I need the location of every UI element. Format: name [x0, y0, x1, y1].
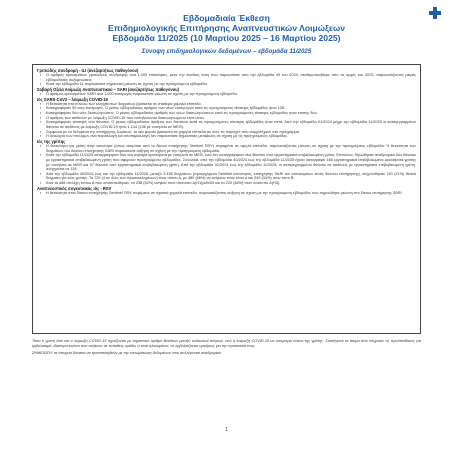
section-heading: Ιός της γρίπης: [37, 138, 66, 144]
bullet-item: ▪ Ο αριθμός κρουσμάτων γριπώδους συνδρομής ανά 1.000 επισκέψεις, μετά την ανοδική τάση που παρουσίασε από την εβδομάδα 49 του 2024, σταθεροποιήθηκε από τις αρχές του 2025, παρουσιάζοντας μικρές εβδομαδιαίες αυξομειώσεις.: [46, 73, 416, 82]
title-line-2: Επιδημιολογικής Επιτήρησης Αναπνευστικών Λοιμώξεων: [108, 23, 345, 33]
bullet-item: ▪ Σύμφωνα με τα δεδομένα της επιτήρησης λυμάτων, το ιικό φορτίο βρίσκεται σε χαμηλά επίπεδα σε όλες τις περιοχές που συμμετέχουν στο πρόγραμμα.: [46, 130, 416, 135]
summary-subtitle: Σύνοψη επιδημιολογικών δεδομένων – εβδομάδα 11/2025: [141, 48, 312, 55]
bullet-item: ▪ Καταγράφηκαν τέσσερις νέοι θάνατοι. Ο μέσος εβδομαδιαίος αριθμός των θανάτων κατά τις προηγούμενες τέσσερις εβδομάδες ήταν επτά. Από την εβδομάδα 01/2024 μέχρι την εβδομάδα 11/2025 οι καταγεγραμμένοι θάνατοι σε ασθενείς με λοίμωξη COVID-19 ήταν 1.134 (106 με νοσηλεία σε ΜΕΘ).: [46, 120, 416, 129]
report-title: [0, 13, 453, 43]
bullet-item: ▪ Κατά την εβδομάδα 11/2025 καταγράφηκαν δύο νέα σοβαρά κρούσματα με νοσηλεία σε ΜΕΘ, ενώ δεν καταγράφηκαν νέοι θάνατοι από εργαστηριακά επιβεβαιωμένη γρίπη. Επιπλέον, δηλώθηκαν αναδρομικά δύο θάνατοι με εργαστηριακά επιβεβαιωμένη γρίπη που αφορούν προηγούμενες εβδομάδες. Συνολικά, από την εβδομάδα 40/2024 έως την εβδομάδα 11/2025 έχουν καταγραφεί 168 εργαστηριακά επιβεβαιωμένα κρούσματα γρίπης με νοσηλεία σε ΜΕΘ και 57 θάνατοι από εργαστηριακά επιβεβαιωμένη γρίπη. Από την εβδομάδα 01/2024 έως την εβδομάδα 11/2025, οι καταγεγραμμένοι θάνατοι σε ασθενείς με εργαστηριακά επιβεβαιωμένη γρίπη, ανέρχονται σε 118.: [46, 153, 416, 172]
title-line-3: Εβδομάδα 11/2025 (10 Μαρτίου 2025 – 16 Μαρτίου 2025): [112, 33, 341, 43]
page-number: 1: [225, 427, 228, 433]
vaccination-note: Τόσο ο γρίπη όσο και ο λοίμωξη COVID-19 σχετίζονται με σημαντικό αριθμό θανάτων μεταξύ ευάλωτων ατόμων, ενώ η λοίμωξη COVID-19 να υπερτερεί έναντι της γρίπης. Συστήνεται τα άτομα που πληρούν τις προϋποθέσεις για εμβολιασμό, ιδιαίτερα εκείνοι που ανήκουν σε ευπαθείς ομάδες ή είναι ηλικιωμένοι, να εμβολιάζονται εγκαίρως για την προστασία τους.: [32, 339, 421, 348]
notes: [32, 339, 421, 359]
section-heading: Αναπνευστικός συγκυτιακός ιός - RSV: [37, 185, 112, 191]
section-heading: Ιός SARS-CoV2 – λοίμωξη COVID-19: [37, 96, 108, 102]
bullet-item: ▪ Η θετικότητα στο σύνολο των ελεγχθέντων δειγμάτων βρίσκεται σε σταθερά χαμηλά επίπεδα.: [46, 102, 416, 107]
bullet-item: ▪ Η αναλογία των στελεχών ανά παραλλαγή και υποπαραλλαγή δεν παρουσίασε σημαντικές μεταβολές σε σχέση με τις προηγούμενες εβδομάδες.: [46, 134, 416, 139]
bullet-item: ▪ Ο αριθμός των ασθενών με λοίμωξη COVID-19 που νοσηλεύονται διασωληνωμένοι είναι οκτώ.: [46, 116, 416, 121]
section-ili: [37, 68, 416, 87]
bullet-item: ▪ Από την εβδομάδα 40/2024 έως και την εβδομάδα 11/2025, μεταξύ 3.455 δειγμάτων (προερχόμενα Sentinel κοινότητας, επιτήρησης SARI και νοσοκομείων εκτός δικτύου επιτήρησης), ανιχνεύθηκαν 740 (21%) θετικά δείγματα για ιούς γρίπης. Τα 729 (4 σε όλες των προσκεκλημένων) είναι τύπου Α, με 480 (66%) να ανήκουν στον τύπο Α και 249 (34%) στον τύπο Β.: [46, 172, 416, 181]
section-rsv: [37, 186, 416, 196]
bullet-item: ▪ Από τα 458 στελέχη τύπου Α που υποτυπώθηκαν, τα 238 (52%) ανήκαν στον υπότυπο A(H1)pdm09 και τα 220 (48%) στον υπότυπο A(H3).: [46, 181, 416, 186]
section-sari: [37, 87, 416, 97]
bullet-item: ▪ Η θετικότητα για γρίπη στην κοινότητα (όπως εκτιμάται από το δίκτυο επιτήρησης Sentinel ΠΦΥ) παραμένει σε υψηλά επίπεδα, παρουσιάζοντας μείωση σε σχέση με την προηγούμενη εβδομάδα. Η θετικότητα των δειγμάτων του δικτύου επιτήρησης SARI παρουσίασε αύξηση σε σχέση με την προηγούμενη εβδομάδα.: [46, 144, 416, 153]
bullet-item: ▪ Η θετικότητα στον δίκτυο επιτήρησης Sentinel ΠΦΥ παρέμεινε σε σχετικά χαμηλά επίπεδα, παρουσιάζοντας αύξηση σε σχέση με την προηγούμενη εβδομάδα, ενώ σημειώθηκε μείωση στο δίκτυο επιτήρησης SARI.: [46, 191, 416, 196]
bullet-item: ▪ Ο αριθμός κρουσμάτων SARI ανά 1.000 εισαγωγές παρουσίασε μείωση σε σχέση με την προηγούμενη εβδομάδα.: [46, 92, 416, 97]
bullet-item: ▪ Κατά την εβδομάδα 11 παρουσίασε σημαντική μείωση σε σχέση με την προηγούμενη εβδομάδα.: [46, 82, 416, 87]
section-heading: Γριπώδης συνδρομή - ILI (ανεζαρτήτως παθογόνου): [37, 68, 139, 73]
section-influenza: [37, 139, 416, 186]
title-line-1: Εβδομαδιαία Έκθεση: [183, 13, 270, 23]
bullet-item: ▪ Καταγράφηκαν δύο νέες διασωληνώσεις. Ο μέσος εβδομαδιαίος αριθμός των νέων διασωληνώσεων κατά τις προηγούμενες τέσσερις εβδομάδες ήταν επίσης δύο.: [46, 111, 416, 116]
section-covid: [37, 97, 416, 139]
section-heading: Σοβαρή Οξεία Λοίμωξη Αναπνευστικού – SARI (ανεζαρτήτως παθογόνου): [37, 86, 179, 92]
bullet-item: ▪ Καταγράφηκαν 90 νέες εισαγωγές. Ο μέσος εβδομαδιαίος αριθμός των νέων εισαγωγών κατά τις προηγούμενες τέσσερις εβδομάδες ήταν 135.: [46, 106, 416, 111]
summary-box: [32, 64, 421, 334]
data-disclaimer: ΣΗΜΕΙΩΣΗ: τα στοιχεία δύναται να τροποποιηθούν με την ενσωμάτωση δεδομένων που συλλέγονται αναδρομικά.: [32, 351, 222, 356]
